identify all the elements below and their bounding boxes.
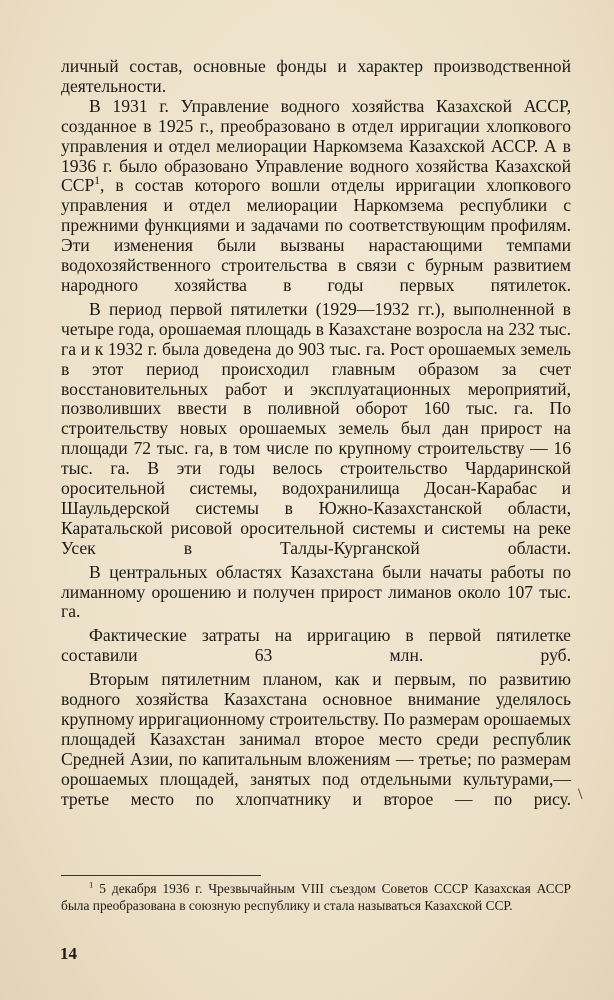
paragraph-1931-part2: , в состав которого вошли отделы ирригации хлопкового управления и отдел мелиорации Наркомзема республики с прежними функциями и задачами по соответствующим профилям. Эти изменения были вызваны нарастающими темпами водохозяйственного строительства в связи с бурным развитием народного хозяйства в годы первых пятилеток. <box>61 175 571 295</box>
margin-mark: \ <box>578 786 583 803</box>
paragraph-1931-part1: В 1931 г. Управление водного хозяйства Казахской АССР, созданное в 1925 г., преобразовано в отдел ирригации хлопкового управления и отдел мелиорации Наркомзема Казахской АССР. А в 1936 г. было образовано Управление водного хозяйства Казахской ССР <box>61 95 571 196</box>
footnote-marker: 1 <box>89 879 94 890</box>
footnote-divider <box>61 875 261 876</box>
paragraph-actual-costs: Фактические затраты на ирригацию в первой пятилетке составили 63 млн. руб. <box>61 625 571 666</box>
page-number: 14 <box>60 944 77 963</box>
footnote <box>61 881 571 914</box>
footnote-text: 5 декабря 1936 г. Чрезвычайным VIII съездом Советов СССР Казахская АССР была преобразована в союзную республику и стала называться Казахской ССР. <box>61 881 571 913</box>
body-text <box>61 57 571 810</box>
footnote-reference: 1 <box>94 175 100 188</box>
paragraph-first-five-year-plan: В период первой пятилетки (1929—1932 гг.), выполненной в четыре года, орошаемая площадь в Казахстане возросла на 232 тыс. га и к 1932 г. была доведена до 903 тыс. га. Рост орошаемых земель в этот период происходил главным образом за счет восстановительных работ и эксплуатационных мероприятий, позволивших ввести в поливной оборот 160 тыс. га. По строительству новых орошаемых земель был дан прирост на площади 72 тыс. га, в том числе по крупному строительству — 16 тыс. га. В эти годы велось строительство Чардаринской оросительной системы, водохранилища Досан-Карабас и Шаульдерской системы в Южно-Казахстанской области, Каратальской рисовой оросительной системы и системы на реке Усек в Талды-Курганской области. <box>61 298 571 558</box>
paragraph-central-regions: В центральных областях Казахстана были начаты работы по лиманному орошению и получен прирост лиманов около 107 тыс. га. <box>61 561 571 622</box>
paragraph-1931 <box>61 97 571 296</box>
paragraph-continuation: личный состав, основные фонды и характер производственной деятельности. <box>61 56 571 96</box>
paragraph-second-five-year-plan: Вторым пятилетним планом, как и первым, по развитию водного хозяйства Казахстана основное внимание уделялось крупному ирригационному строительству. По размерам орошаемых площадей Казахстан занимал второе место среди республик Средней Азии, по капитальным вложениям — третье; по размерам орошаемых площадей, занятых под отдельными культурами,— третье место по хлопчатнику и второе — по рису. <box>61 669 571 809</box>
